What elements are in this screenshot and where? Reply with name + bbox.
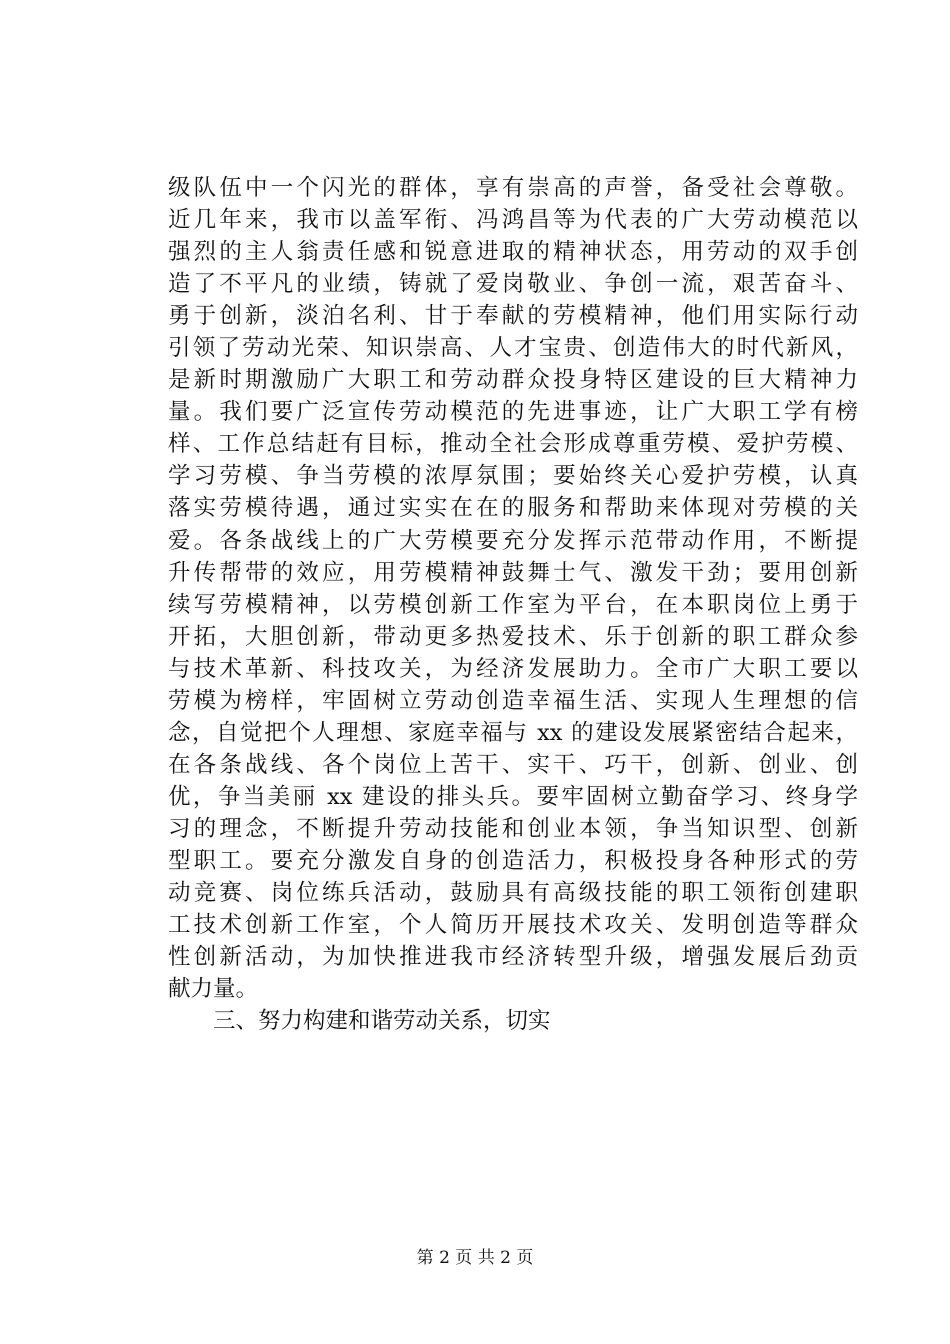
text-line-19: 在各条战线、各个岗位上苦干、实干、巧干，创新、创业、创 [168, 751, 858, 778]
text-line-11: 落实劳模待遇，通过实实在在的服务和帮助来体现对劳模的关 [168, 495, 858, 522]
text-line-12: 爱。各条战线上的广大劳模要充分发挥示范带动作用，不断提 [168, 527, 858, 554]
text-line-17: 劳模为榜样，牢固树立劳动创造幸福生活、实现人生理想的信 [168, 687, 858, 714]
text-line-26: 献力量。 [168, 976, 259, 1003]
text-line-4: 造了不平凡的业绩，铸就了爱岗敬业、争创一流，艰苦奋斗、 [168, 271, 858, 298]
page-footer: 第 2 页 共 2 页 [416, 1248, 534, 1268]
text-line-22: 型职工。要充分激发自身的创造活力，积极投身各种形式的劳 [168, 847, 858, 874]
text-line-25: 性创新活动，为加快推进我市经济转型升级，增强发展后劲贡 [168, 944, 858, 971]
text-line-16: 与技术革新、科技攻关，为经济发展助力。全市广大职工要以 [168, 655, 858, 682]
text-line-13: 升传帮带的效应，用劳模精神鼓舞士气、激发干劲；要用创新 [168, 559, 858, 586]
text-line-20: 优，争当美丽 xx 建设的排头兵。要牢固树立勤奋学习、终身学 [168, 783, 858, 810]
body-paragraph [168, 172, 858, 1037]
text-line-3: 强烈的主人翁责任感和锐意进取的精神状态，用劳动的双手创 [168, 239, 858, 266]
text-line-6: 引领了劳动光荣、知识崇高、人才宝贵、创造伟大的时代新风， [168, 335, 858, 362]
text-line-18: 念，自觉把个人理想、家庭幸福与 xx 的建设发展紧密结合起来， [168, 719, 858, 746]
text-line-23: 动竞赛、岗位练兵活动，鼓励具有高级技能的职工领衔创建职 [168, 880, 858, 907]
section-heading-three: 三、努力构建和谐劳动关系，切实 [213, 1008, 551, 1035]
text-line-14: 续写劳模精神，以劳模创新工作室为平台，在本职岗位上勇于 [168, 591, 858, 618]
text-line-9: 样、工作总结赶有目标，推动全社会形成尊重劳模、爱护劳模、 [168, 431, 858, 458]
text-line-24: 工技术创新工作室，个人简历开展技术攻关、发明创造等群众 [168, 912, 858, 939]
text-line-21: 习的理念，不断提升劳动技能和创业本领，争当知识型、创新 [168, 815, 858, 842]
text-line-1: 级队伍中一个闪光的群体，享有崇高的声誉，备受社会尊敬。 [168, 175, 858, 201]
text-line-2: 近几年来，我市以盖军衔、冯鸿昌等为代表的广大劳动模范以 [168, 207, 858, 234]
text-line-8: 量。我们要广泛宣传劳动模范的先进事迹，让广大职工学有榜 [168, 399, 858, 426]
text-line-5: 勇于创新，淡泊名利、甘于奉献的劳模精神，他们用实际行动 [168, 303, 858, 330]
text-line-10: 学习劳模、争当劳模的浓厚氛围；要始终关心爱护劳模，认真 [168, 463, 858, 490]
text-line-15: 开拓，大胆创新，带动更多热爱技术、乐于创新的职工群众参 [168, 623, 858, 650]
text-line-7: 是新时期激励广大职工和劳动群众投身特区建设的巨大精神力 [168, 367, 858, 394]
